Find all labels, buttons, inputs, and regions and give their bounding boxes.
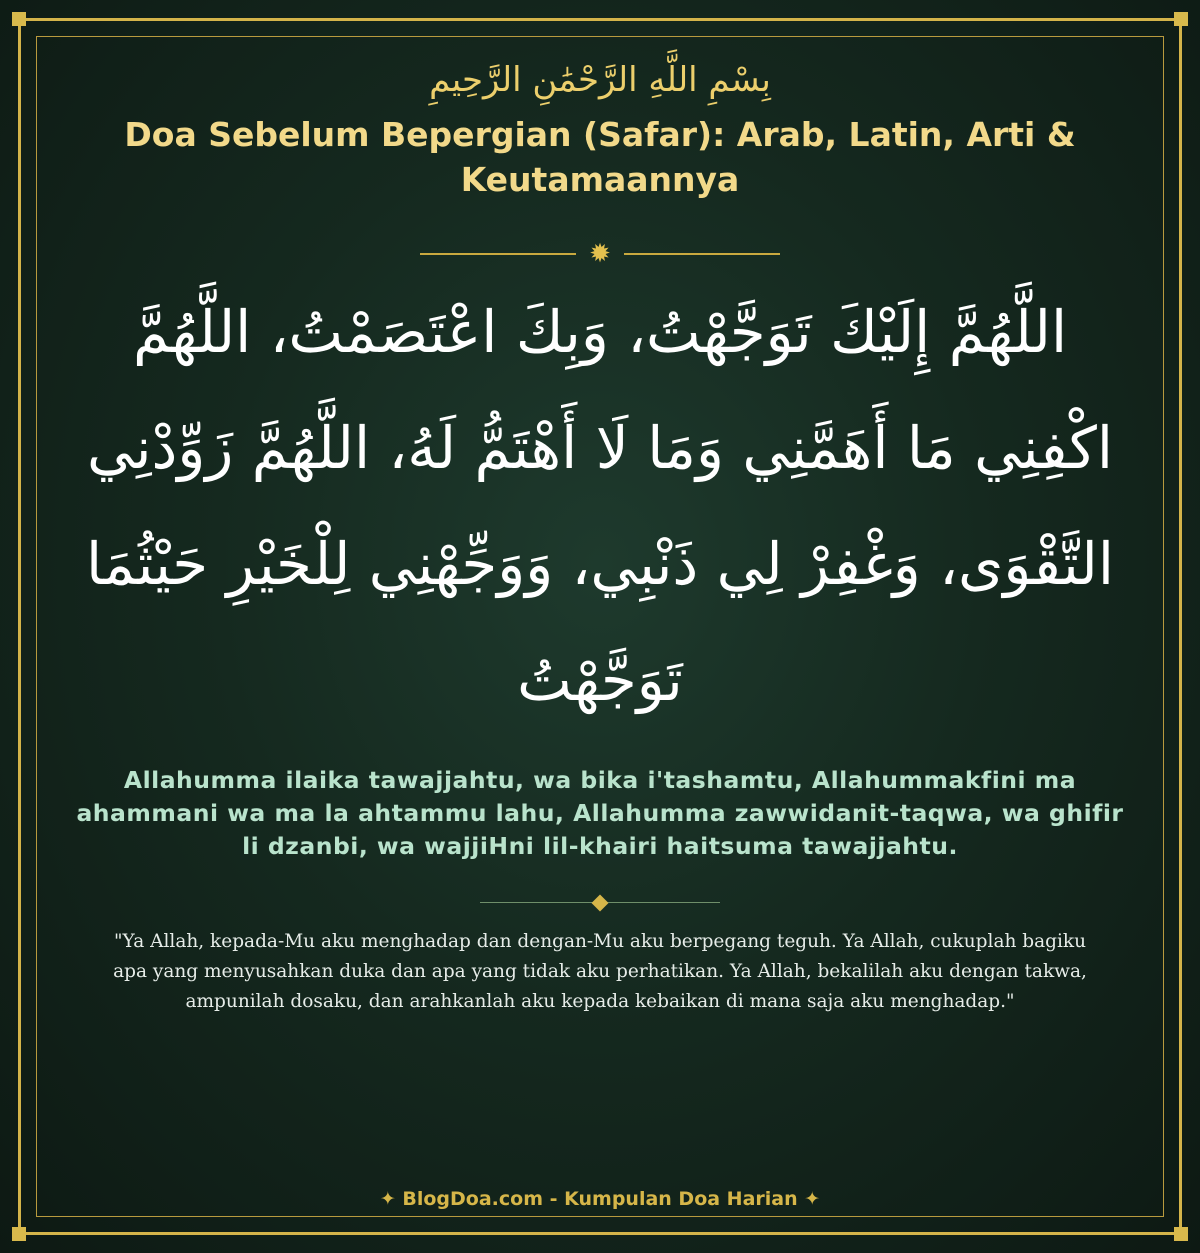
footer-credit <box>0 1187 1200 1211</box>
arabic-prayer-text: اللَّهُمَّ إِلَيْكَ تَوَجَّهْتُ، وَبِكَ اعْتَصَمْتُ، اللَّهُمَّ اكْفِنِي مَا أَهَمَّنِي وَمَا لَا أَهْتَمُّ لَهُ، اللَّهُمَّ زَوِّدْنِي التَّقْوَى، وَغْفِرْ لِي ذَنْبِي، وَوَجِّهْنِي لِلْخَيْرِ حَيْثُمَا تَوَجَّهْتُ <box>86 298 1114 714</box>
sparkle-icon: ✦ <box>804 1188 821 1210</box>
diamond-icon <box>592 895 609 912</box>
indonesian-translation: "Ya Allah, kepada-Mu aku menghadap dan dengan-Mu aku berpegang teguh. Ya Allah, cukuplah bagiku apa yang menyusahkan duka dan apa yang tidak aku perhatikan. Ya Allah, bekalilah aku dengan takwa, ampunilah dosaku, dan arahkanlah aku kepada kebaikan di mana saja aku menghadap." <box>113 931 1087 1012</box>
sparkle-icon: ✦ <box>379 1188 396 1210</box>
latin-transliteration: Allahumma ilaika tawajjahtu, wa bika i'tashamtu, Allahummakfini ma ahammani wa ma la ahtammu lahu, Allahumma zawwidanit-taqwa, wa ghifir li dzanbi, wa wajjiHni lil-khairi haitsuma tawajjahtu. <box>76 766 1124 860</box>
corner-ornament-bottom-right <box>1174 1227 1188 1241</box>
corner-ornament-top-left <box>12 12 26 26</box>
top-divider <box>420 239 780 269</box>
corner-ornament-bottom-left <box>12 1227 26 1241</box>
sun-star-icon: ✹ <box>589 239 611 269</box>
corner-ornament-top-right <box>1174 12 1188 26</box>
divider-line-left <box>420 253 576 255</box>
middle-divider <box>480 895 720 911</box>
footer-text: BlogDoa.com - Kumpulan Doa Harian <box>402 1188 798 1210</box>
page-title: Doa Sebelum Bepergian (Safar): Arab, Latin, Arti & Keutamaannya <box>124 115 1076 199</box>
bismillah-heading: بِسْمِ اللَّهِ الرَّحْمَٰنِ الرَّحِيمِ <box>429 60 771 100</box>
divider-line-right <box>624 253 780 255</box>
card-content <box>60 50 1140 1017</box>
